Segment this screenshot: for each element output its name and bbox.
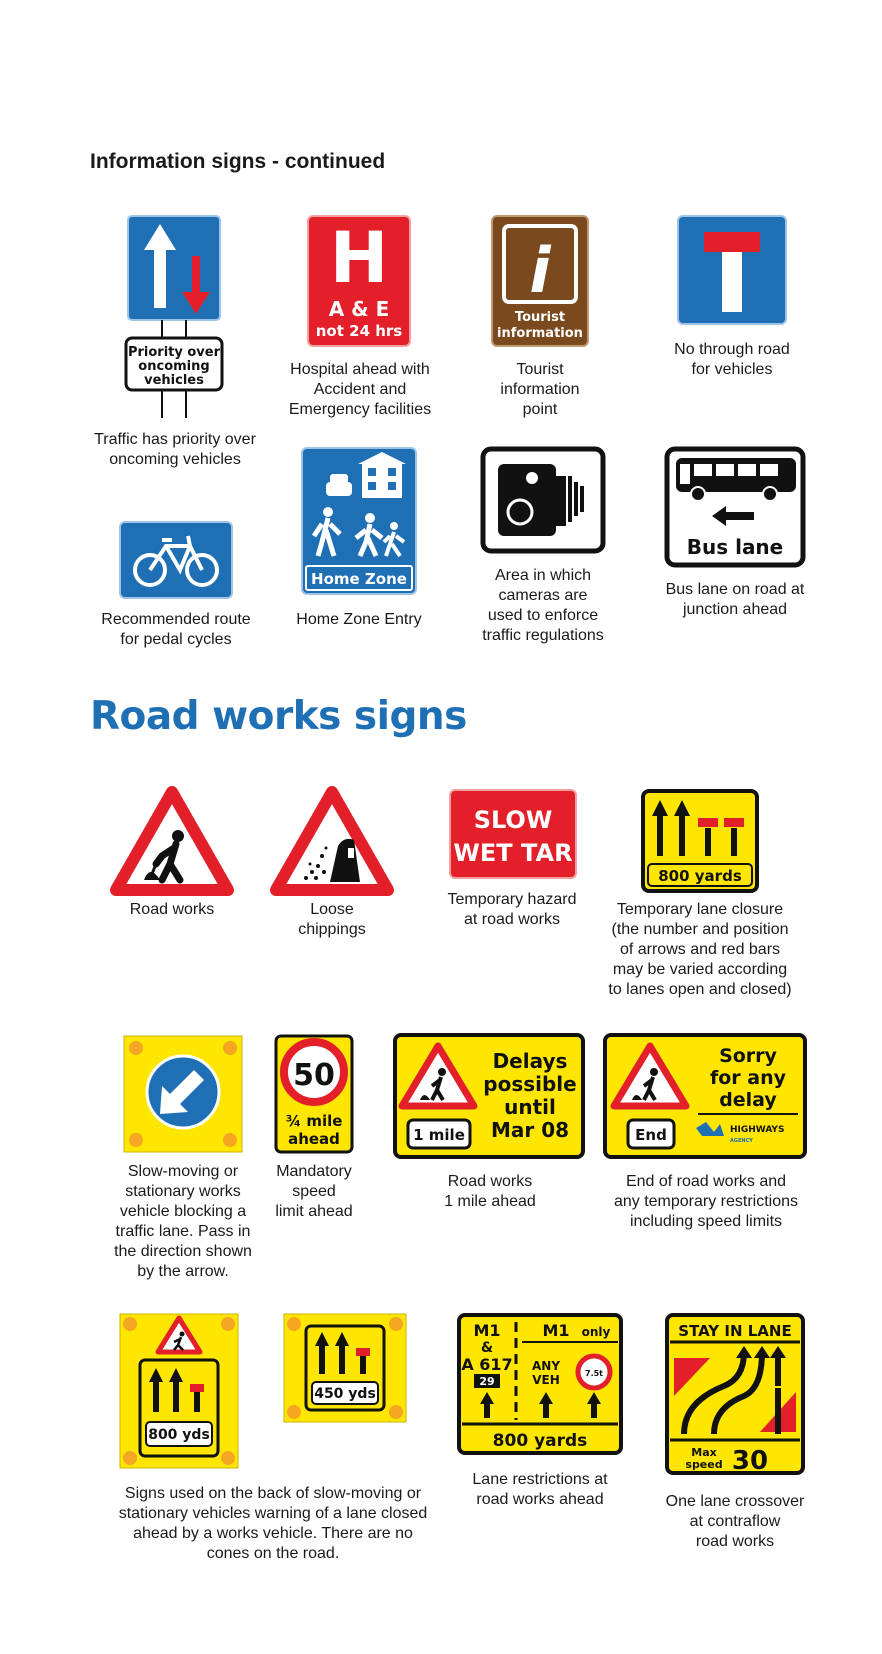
speed-distance: ¾ mile — [285, 1112, 343, 1130]
stay-in-lane-sign — [664, 1312, 806, 1476]
caption-vehicle-back: Signs used on the back of slow-moving or stationary vehicles warning of a lane closed ahead by a works vehicle. There are no cones on the road. — [118, 1485, 428, 1562]
hospital-sign — [306, 214, 412, 348]
tourist-line-2: information — [497, 326, 583, 341]
caption-priority: Traffic has priority over oncoming vehicles — [94, 431, 256, 468]
lane-restrictions-sign — [456, 1312, 624, 1456]
delays-distance: 1 mile — [413, 1126, 465, 1144]
wet-tar-text: WET TAR — [453, 839, 573, 867]
vehicle-back-sign-450 — [282, 1312, 408, 1424]
delays-line-3: until — [504, 1095, 556, 1119]
home-zone-sign — [300, 446, 418, 596]
loose-chippings-triangle — [270, 786, 394, 898]
end-road-works-sign — [602, 1032, 808, 1160]
lane-only: only — [581, 1325, 611, 1339]
sorry-line-3: delay — [719, 1089, 777, 1111]
agency-text: AGENCY — [730, 1138, 753, 1144]
caption-road-works: Road works — [129, 901, 215, 918]
caption-lane-closure: Temporary lane closure (the number and position of arrows and red bars may be varied according to lanes open and closed) — [608, 901, 792, 998]
lane-closure-distance: 800 yards — [658, 867, 742, 885]
caption-home-zone: Home Zone Entry — [296, 611, 422, 628]
lane-any: ANY — [531, 1359, 561, 1373]
tourist-info-sign — [490, 214, 590, 348]
priority-plate-line-1: Priority over — [127, 345, 221, 360]
roadworks-heading: Road works signs — [90, 694, 467, 739]
caption-keep-left: Slow-moving or stationary works vehicle blocking a traffic lane. Pass in the direction shown by the arrow. — [114, 1163, 252, 1280]
slow-wet-tar-sign — [448, 788, 578, 880]
slow-text: SLOW — [473, 806, 553, 834]
home-zone-text: Home Zone — [311, 570, 407, 588]
vehicle-back-sign-800 — [118, 1312, 240, 1470]
caption-lane-restrictions: Lane restrictions at road works ahead — [472, 1471, 608, 1508]
caption-stay-in-lane: One lane crossover at contraflow road works — [665, 1493, 805, 1550]
info-heading: Information signs - continued — [90, 150, 386, 173]
speed-text: speed — [685, 1458, 723, 1471]
caption-pedal-cycles: Recommended route for pedal cycles — [101, 611, 251, 648]
crossover-speed-value: 30 — [731, 1446, 769, 1476]
delays-possible-sign — [392, 1032, 586, 1160]
max-text: Max — [691, 1446, 717, 1459]
stay-in-lane-text: STAY IN LANE — [678, 1322, 792, 1340]
caption-cameras: Area in which cameras are used to enforce traffic regulations — [482, 567, 604, 644]
caption-no-through-road: No through road for vehicles — [674, 341, 790, 378]
lane-restrictions-distance: 800 yards — [492, 1431, 588, 1451]
caption-bus-lane: Bus lane on road at junction ahead — [665, 581, 805, 618]
priority-sign — [120, 214, 230, 426]
delays-line-4: Mar 08 — [490, 1118, 570, 1142]
speed-limit-ahead-sign — [274, 1034, 354, 1154]
bus-lane-sign — [664, 446, 806, 568]
hospital-ae: A & E — [328, 297, 390, 321]
bus-lane-text: Bus lane — [686, 535, 784, 559]
hospital-h: H — [329, 217, 389, 299]
vehicle-back-450: 450 yds — [314, 1386, 376, 1402]
vehicle-back-800: 800 yds — [148, 1427, 210, 1443]
speed-value: 50 — [293, 1058, 335, 1093]
priority-plate-line-3: vehicles — [144, 373, 204, 388]
lane-m1-left: M1 — [473, 1321, 501, 1340]
delays-line-2: possible — [483, 1072, 577, 1096]
works-vehicle-keep-left-sign — [122, 1034, 244, 1154]
sorry-line-2: for any — [709, 1067, 787, 1089]
lane-closure-sign — [640, 788, 760, 894]
tourist-i: i — [529, 234, 551, 307]
priority-plate-line-2: oncoming — [138, 359, 210, 374]
lane-a617: A 617 — [461, 1355, 513, 1374]
caption-tourist: Tourist information point — [500, 361, 580, 418]
lane-veh: VEH — [532, 1373, 560, 1387]
speed-ahead: ahead — [288, 1130, 340, 1148]
lane-m1-right: M1 — [542, 1321, 570, 1340]
sorry-line-1: Sorry — [719, 1045, 777, 1067]
camera-sign — [480, 446, 606, 554]
caption-speed-limit: Mandatory speed limit ahead — [275, 1163, 353, 1220]
no-through-road-sign — [676, 214, 788, 326]
hospital-not24: not 24 hrs — [315, 322, 403, 340]
caption-loose-chippings: Loose chippings — [298, 901, 366, 938]
delays-line-1: Delays — [492, 1049, 568, 1073]
caption-delays: Road works 1 mile ahead — [444, 1173, 536, 1210]
lane-ampersand: & — [480, 1340, 494, 1356]
caption-wet-tar: Temporary hazard at road works — [447, 891, 577, 928]
road-works-triangle — [110, 786, 234, 898]
highways-text: HIGHWAYS — [730, 1125, 785, 1135]
pedal-cycle-sign — [118, 520, 234, 600]
lane-weight-limit: 7.5t — [585, 1369, 603, 1378]
lane-junction-29: 29 — [479, 1375, 495, 1388]
tourist-line-1: Tourist — [514, 310, 566, 325]
caption-end-road-works: End of road works and any temporary restrictions including speed limits — [613, 1173, 799, 1230]
caption-hospital: Hospital ahead with Accident and Emergency facilities — [288, 361, 432, 418]
end-text: End — [635, 1126, 667, 1144]
